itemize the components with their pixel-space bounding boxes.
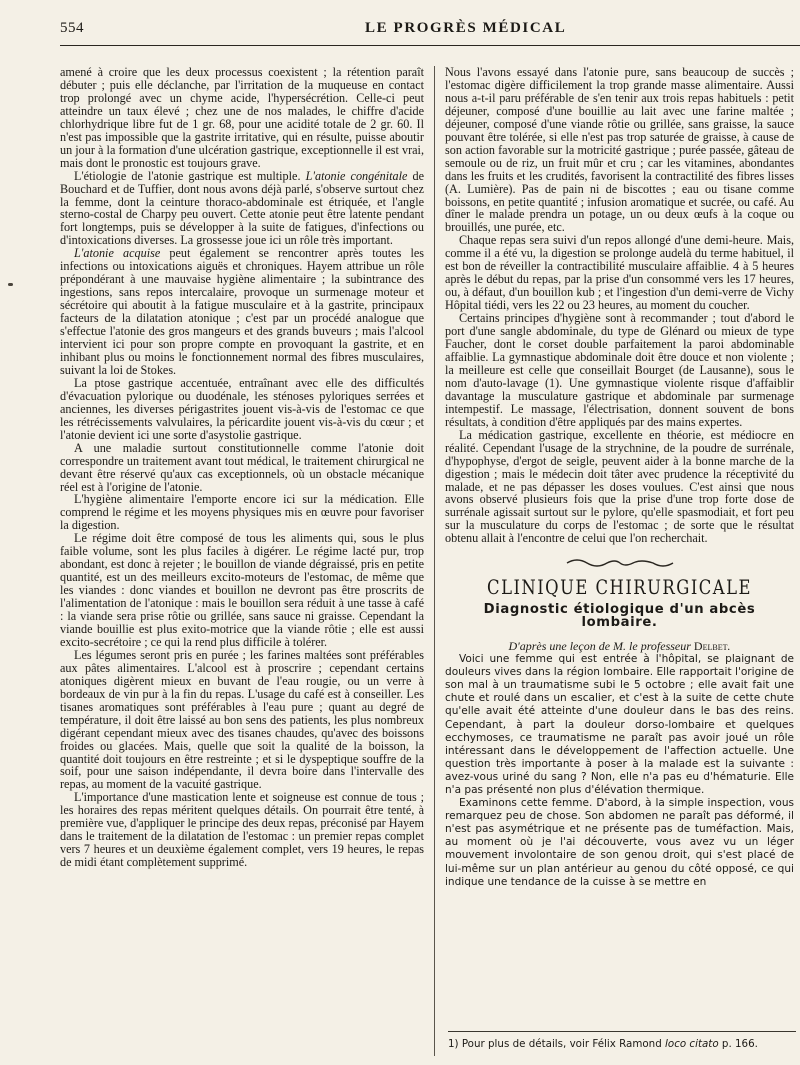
paragraph: Les légumes seront pris en purée ; les farines maltées sont préférables aux pâtes alimentaires. L'alcool est à proscrire ; cependant certains atoniques digèrent mieux en buvant de l'eau rougie, ou un verre à bordeaux de vin pur à la fin du repas. L'usage du café est à conseiller. Les tisanes aromatiques sont préférables à l'eau pure ; quant au degré de température, il doit être laissé au bon sens des patients, les plus nombreux digérant cependant mieux avec des tisanes chaudes, qu'avec des boissons froides ou glacées. Mais, quelle que soit la qualité de la boisson, la quantité doit toujours en être restreinte ; et si le dyspeptique souffre de la soif, pour une saison indépendante, il devra boire dans l'intervalle des repas, au moment de la vacuité gastrique. xyxy=(60,647,424,792)
paragraph: L'hygiène alimentaire l'emporte encore ici sur la médication. Elle comprend le régime et les moyens physiques mis en œuvre pour favoriser la digestion. xyxy=(60,492,424,533)
paragraph: A une maladie surtout constitutionnelle comme l'atonie doit correspondre un traitement avant tout médical, le traitement chirurgical ne devant être réservé qu'aux cas exceptionnels, où un obstacle mécanique réel est à l'origine de l'atonie. xyxy=(60,440,424,494)
page-header xyxy=(60,18,800,44)
column-divider xyxy=(434,66,435,1056)
paragraph: Chaque repas sera suivi d'un repos allongé d'une demi-heure. Mais, comme il a été vu, la digestion se prolonge audelà du terme habituel, il est bon de réveiller la contractibilité musculaire affaiblie. 4 à 5 heures après le début du repas, par la prise d'un consommé vers les 17 heures, ou, à défaut, d'un bouillon kub ; et l'ingestion d'un demi-verre de Vichy Hôpital tiédi, vers les 22 ou 23 heures, au moment du coucher. xyxy=(445,233,794,313)
section-heading: CLINIQUE CHIRURGICALE xyxy=(487,575,752,600)
article-title: Diagnostic étiologique d'un abcès lombaire. xyxy=(483,602,756,631)
paragraph: L'atonie acquise peut également se rencontrer après toutes les infections ou intoxications aiguës et chroniques. Hayem attribue un rôle prépondérant à une mauvaise hygiène alimentaire ; la subintrance des ingestions, sans repos intercalaire, provoque un surmenage moteur et sécrétoire qui aboutit à la fatigue musculaire et à la gastrite, principaux facteurs de la dilatation atonique ; c'est par un procédé analogue que s'effectue l'atonie des gros mangeurs et des grands buveurs ; mais l'alcool intervient ici pour son propre compte en provoquant la gastrite, et en inhibant plus ou moins le fonctionnement normal des fibres musculaires, suivant la loi de Stokes. xyxy=(60,246,425,377)
paragraph: L'importance d'une mastication lente et soigneuse est connue de tous ; les horaires des repas méritent quelques détails. On pourrait être tenté, à première vue, d'appliquer le principe des deux repas, préconisé par Hayem dans le traitement de la dilatation de l'estomac : un premier repas complet vers 7 heures et un deuxième également complet, vers 19 heures, le repas de midi étant complètement supprimé. xyxy=(60,790,424,870)
header-rule xyxy=(60,45,800,46)
paragraph: La médication gastrique, excellente en théorie, est médiocre en réalité. Cependant l'usage de la strychnine, de la poudre de surrénale, d'hypophyse, d'ergot de seigle, peuvent aider à la bonne marche de la digestion ; mais le médecin doit tâter avec prudence la réceptivité du malade, et ne pas dépasser les doses voulues. C'est ainsi que nous avons observé plusieurs fois que la prise d'une trop forte dose de surrénale agissait surtout sur le pylore, qu'elle spasmodiait, et fort peu sur la musculature du corps de l'estomac ; de sorte que le résultat obtenu allait à l'encontre de celui que l'on recherchait. xyxy=(445,427,794,546)
paragraph: Voici une femme qui est entrée à l'hôpital, se plaignant de douleurs vives dans la région lombaire. Elle rapportait l'origine de son mal à un traumatisme subi le 5 octobre ; elle avait fait une chute et roulé dans un escalier, et c'est à la suite de cette chute qu'elle avait été atteinte d'une douleur dans le bas des reins. Cependant, à part la douleur dorso-lombaire et quelques ecchymoses, ce traumatisme ne paraît pas avoir joué un rôle intéressant dans le développement de l'affection actuelle. Une question très importante à poser à la malade est la suivante : avez-vous uriné du sang ? Non, elle n'a pas eu d'hématurie. Elle n'a pas présenté non plus d'élévation thermique. xyxy=(445,653,794,797)
paragraph: La ptose gastrique accentuée, entraînant avec elle des difficultés d'évacuation pylorique ou duodénale, les sténoses pyloriques serrées et anciennes, les diverses périgastrites jouent vis-à-vis de l'estomac ce que les rétrécissements valvulaires, la péricardite jouent vis-à-vis du cœur ; et l'atonie devient ici une sorte d'asystolie gastrique. xyxy=(60,375,424,442)
left-column xyxy=(60,66,424,869)
ornament-divider xyxy=(565,555,675,571)
paragraph: amené à croire que les deux processus coexistent ; la rétention paraît débuter ; puis elle déclanche, par l'irritation de la muqueuse en contact trop prolongé avec un chyme acide, l'hypersécrétion. Celle-ci peut atteindre un taux élevé ; chez une de nos malades, le chiffre d'acide chlorhydrique libre fut de 1 gr. 68, pour une acidité totale de 2 gr. 60. Il n'est pas impossible que la gastrite irritative, qui en résulte, puisse aboutir un jour à la formation d'une ulcération gastrique, exceptionnelle il est vrai, mais dont le pronostic est toujours grave. xyxy=(60,65,424,170)
paragraph: Certains principes d'hygiène sont à recommander ; tout d'abord le port d'une sangle abdominale, du type de Glénard ou mieux de type Faucher, dont le corset double parfaitement la paroi abdominable affaiblie. La gymnastique abdominale doit être douce et non violente ; la meilleure est celle que conseillait Bourget (de Lausanne), sous le nom d'auto-lavage (1). Une gymnastique violente risque d'affaiblir davantage la musculature gastrique et abdominale par surmenage intempestif. Le massage, l'électrisation, donnent souvent de bons résultats, à condition d'être appliqués par des mains expertes. xyxy=(445,311,794,429)
paragraph: L'étiologie de l'atonie gastrique est multiple. L'atonie congénitale de Bouchard et de Tuffier, dont nous avons déjà parlé, s'observe surtout chez la femme, dont la ceinture thoraco-abdominale est étriquée, et l'angle sterno-costal de Charpy peu ouvert. Cette atonie peut être latente pendant fort longtemps, puis se développer à la suite de fatigues, d'infections ou d'intoxications diverses. La grossesse joue ici un rôle très important. xyxy=(60,168,424,248)
paragraph: Nous l'avons essayé dans l'atonie pure, sans beaucoup de succès ; l'estomac digère difficilement la trop grande masse alimentaire. Aussi nous a-t-il paru préférable de s'en tenir aux trois repas habituels : petit déjeuner, composé d'une bouillie au lait avec une farine maltée ; déjeuner, composé d'une viande rôtie ou grillée, sans graisse, la sauce pouvant être tolérée, si elle n'est pas trop saturée de graisse, à cause de son action favorable sur la motricité gastrique ; purée passée, gâteau de semoule ou de riz, un fruit mûr et cru ; car les vitamines, abondantes dans les fruits et les crudités, favorisent la contractilité des fibres lisses (A. Lumière). Pas de pain ni de biscottes ; eau ou tisane comme boissons, en petite quantité ; infusion aromatique et sucrée, ou café. Au dîner le malade prendra un potage, un ou deux œufs à la coque ou brouillés, une purée, etc. xyxy=(445,65,794,235)
paragraph: Le régime doit être composé de tous les aliments qui, sous le plus faible volume, sont les plus faciles à digérer. Le régime lacté pur, trop abondant, est donc à rejeter ; le bouillon de viande dégraissé, pris en petite quantité, est un des meilleurs excito-moteurs de l'estomac, de même que les viandes : donc viandes et bouillon ne devront pas être proscrits de l'alimentation de l'atonique : mais le bouillon sera réduit à une tasse à café : la viande sera prise rôtie ou grillée, sans sauce ni graisse. Cependant la viande bouillie est plus exito-motrice que la viande rôtie ; elle est aussi excito-secrétoire ; ce qui la rend plus difficile à tolérer. xyxy=(60,531,424,649)
paragraph: Examinons cette femme. D'abord, à la simple inspection, vous remarquez peu de chose. Son abdomen ne paraît pas déformé, il n'est pas asymétrique et ne présente pas de tuméfaction. Mais, au moment où je l'ai découverte, vous avez vu un léger mouvement involontaire de son genou droit, qui s'est placé de lui-même sur un plan antérieur au genou du côté opposé, ce qui indique une tendance de la cuisse à se mettre en xyxy=(445,797,794,888)
running-title: LE PROGRÈS MÉDICAL xyxy=(365,20,567,36)
footnote-rule xyxy=(448,1031,796,1032)
right-column xyxy=(445,66,794,889)
margin-mark xyxy=(8,283,13,286)
byline: D'après une leçon de M. le professeur Delbet. xyxy=(508,639,731,654)
footnote: 1) Pour plus de détails, voir Félix Ramond loco citato p. 166. xyxy=(448,1038,758,1050)
page-number: 554 xyxy=(60,20,84,36)
